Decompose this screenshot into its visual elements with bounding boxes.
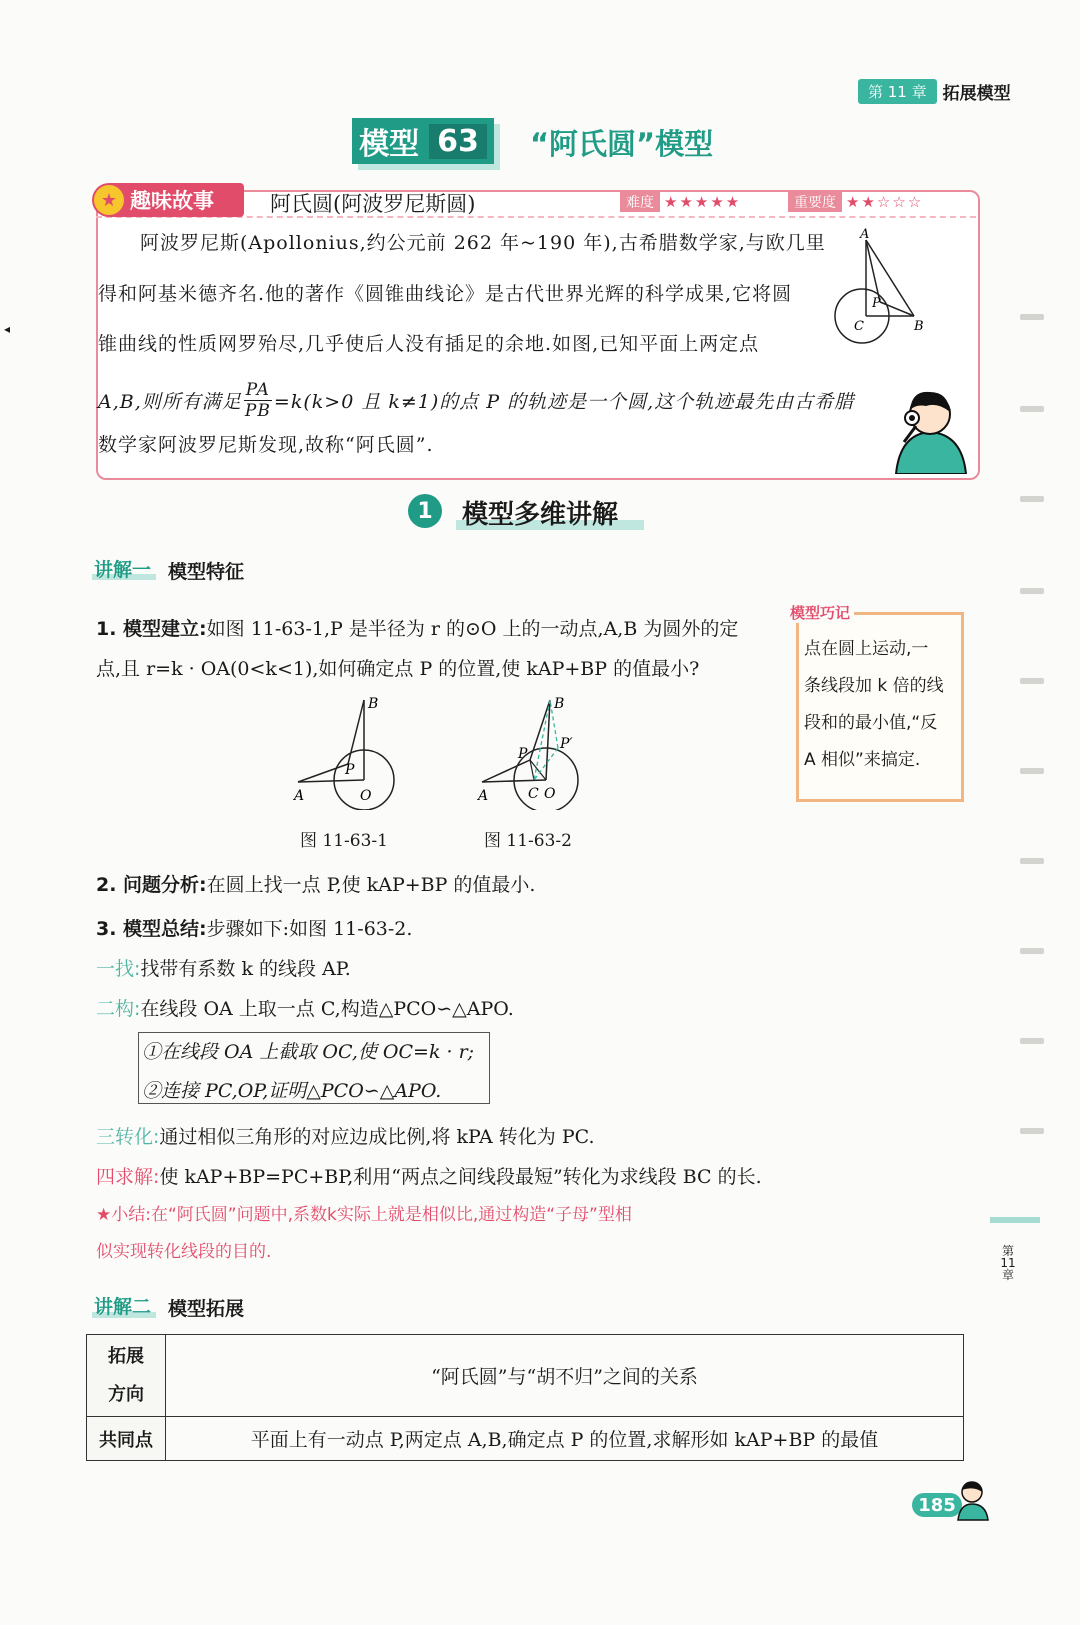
side-tab-marker: [1020, 1038, 1044, 1044]
importance-rating: [788, 192, 923, 212]
step3-line: [96, 1122, 595, 1149]
story-fig-label-b: B: [914, 319, 924, 334]
fig1-label-p: P: [345, 762, 355, 778]
difficulty-label: 难度: [620, 192, 660, 212]
fig2-caption: 图 11-63-2: [484, 831, 572, 851]
difficulty-stars: ★★★★★: [664, 193, 742, 211]
step4-text: 使 kAP+BP=PC+BP,利用“两点之间线段最短”转化为求线段 BC 的长.: [159, 1166, 762, 1188]
part1-tag: 讲解一: [94, 559, 152, 581]
item3-text: 步骤如下:如图 11-63-2.: [206, 918, 413, 940]
fig1-label-b: B: [368, 696, 379, 712]
chapter-tag: [858, 79, 1011, 104]
model-badge-label: 模型: [359, 127, 420, 162]
tip-line-4: A 相似”来搞定.: [804, 750, 921, 770]
tip-line-1: 点在圆上运动,一: [804, 639, 929, 659]
item1-line1: [96, 614, 738, 641]
fraction-denominator: PB: [244, 401, 271, 421]
step2-sub-1: ①在线段 OA 上截取 OC,使 OC=k · r;: [142, 1041, 475, 1063]
side-tab-marker: [1020, 588, 1044, 594]
step1-line: [96, 954, 351, 981]
tip-line-2: 条线段加 k 倍的线: [804, 676, 944, 696]
story-fig-label-p: P: [872, 296, 881, 311]
fraction-pa-pb: [244, 380, 272, 421]
table-head-line: 拓展: [108, 1345, 144, 1367]
story-line-4: [98, 380, 854, 421]
model-number: 63: [429, 124, 487, 159]
fig2-label-p: P: [518, 746, 528, 762]
importance-stars: ★★☆☆☆: [846, 193, 924, 211]
story-line-5: 数学家阿波罗尼斯发现,故称“阿氏圆”.: [98, 434, 434, 456]
section-number: 1: [408, 494, 442, 528]
item2-label: 2. 问题分析:: [96, 874, 207, 896]
table-value-cell: 平面上有一动点 P,两定点 A,B,确定点 P 的位置,求解形如 kAP+BP 的最值: [166, 1417, 964, 1461]
step3-label: 三转化:: [96, 1126, 160, 1148]
figure-11-63-2: [474, 690, 604, 810]
side-tab-marker: [1020, 768, 1044, 774]
summary-line-1: ★小结:在“阿氏圆”问题中,系数k实际上就是相似比,通过构造“子母”型相: [96, 1205, 632, 1225]
fig2-label-a: A: [478, 788, 489, 804]
step2-text: 在线段 OA 上取一点 C,构造△PCO∽△APO.: [140, 998, 514, 1020]
importance-label: 重要度: [788, 192, 842, 212]
cartoon-person-illustration: [890, 382, 972, 474]
step2-label: 二构:: [96, 998, 141, 1020]
item2-text: 在圆上找一点 P,使 kAP+BP 的值最小.: [206, 874, 536, 896]
story-figure: [830, 224, 930, 344]
chapter-side-char: 第: [1001, 1244, 1014, 1258]
current-chapter-bar: [990, 1217, 1040, 1223]
section-title: 模型多维讲解: [462, 500, 619, 530]
story-line-1: 阿波罗尼斯(Apollonius,约公元前 262 年~190 年),古希腊数学家,与欧几里: [140, 232, 826, 254]
star-icon: ★: [94, 185, 124, 215]
fraction-numerator: PA: [245, 380, 270, 400]
chapter-side-char: 11: [1000, 1256, 1016, 1270]
tip-title: 模型巧记: [790, 602, 854, 623]
chapter-side-char: 章: [1001, 1268, 1014, 1282]
story-line-4-post: =k(k>0 且 k≠1)的点 P 的轨迹是一个圆,这个轨迹最先由古希腊: [273, 391, 855, 413]
fig1-label-a: A: [294, 788, 305, 804]
item1-text1: 如图 11-63-1,P 是半径为 r 的⊙O 上的一动点,A,B 为圆外的定: [206, 618, 739, 640]
story-line-4-pre: A,B,则所有满足: [98, 391, 242, 413]
item2-line: [96, 870, 535, 897]
step3-text: 通过相似三角形的对应边成比例,将 kPA 转化为 PC.: [159, 1126, 595, 1148]
side-tab-marker: [1020, 314, 1044, 320]
fig2-label-c: C: [528, 786, 539, 802]
fig2-label-p-prime: P′: [560, 736, 573, 752]
step2-line: [96, 994, 514, 1021]
page-number: 185: [912, 1493, 962, 1517]
fig1-label-o: O: [360, 788, 372, 804]
table-head-line: 方向: [108, 1383, 144, 1405]
side-tab-marker: [1020, 406, 1044, 412]
part2-tag: 讲解二: [94, 1296, 152, 1318]
story-tag-label: 趣味故事: [130, 189, 214, 213]
story-fig-label-c: C: [854, 319, 864, 334]
table-value-cell: “阿氏圆”与“胡不归”之间的关系: [166, 1335, 964, 1417]
chapter-label: 第 11 章: [858, 79, 937, 104]
page-title: “阿氏圆”模型: [530, 127, 714, 161]
extension-table: [86, 1334, 964, 1461]
fig1-caption: 图 11-63-1: [300, 831, 388, 851]
item3-label: 3. 模型总结:: [96, 918, 207, 940]
chapter-side-label: [1000, 1245, 1016, 1281]
story-line-2: 得和阿基米德齐名.他的著作《圆锥曲线论》是古代世界光辉的科学成果,它将圆: [98, 283, 793, 305]
step4-label: 四求解:: [96, 1166, 160, 1188]
table-row: [87, 1335, 964, 1417]
story-subtitle: 阿氏圆(阿波罗尼斯圆): [270, 192, 476, 216]
part2-title: 模型拓展: [168, 1298, 245, 1320]
table-row: [87, 1417, 964, 1461]
side-tab-marker: [1020, 678, 1044, 684]
item1-line2: 点,且 r=k · OA(0<k<1),如何确定点 P 的位置,使 kAP+BP 的值最小?: [96, 658, 700, 680]
summary-line-2: 似实现转化线段的目的.: [96, 1242, 272, 1262]
item3-line: [96, 914, 412, 941]
step4-line: [96, 1162, 762, 1189]
side-tab-marker: [1020, 1128, 1044, 1134]
step1-text: 找带有系数 k 的线段 AP.: [140, 958, 351, 980]
side-tab-marker: [1020, 496, 1044, 502]
part1-title: 模型特征: [168, 561, 245, 583]
step2-sub-2: ②连接 PC,OP,证明△PCO∽△APO.: [142, 1080, 442, 1102]
step1-label: 一找:: [96, 958, 141, 980]
left-margin-marker-icon: ◂: [4, 322, 11, 336]
fig2-label-b: B: [554, 696, 565, 712]
difficulty-rating: [620, 192, 741, 212]
figure-11-63-1: [288, 690, 408, 810]
story-fig-label-a: A: [860, 227, 870, 242]
page-mascot-icon: [952, 1478, 996, 1522]
table-head-cell: 共同点: [87, 1417, 166, 1461]
side-tab-marker: [1020, 948, 1044, 954]
fig2-label-o: O: [544, 786, 556, 802]
side-tab-marker: [1020, 858, 1044, 864]
chapter-name: 拓展模型: [942, 84, 1011, 104]
story-tag: [92, 183, 244, 217]
tip-line-3: 段和的最小值,“反: [804, 713, 938, 733]
model-badge: [352, 118, 494, 164]
story-line-3: 锥曲线的性质网罗殆尽,几乎使后人没有插足的余地.如图,已知平面上两定点: [98, 333, 760, 355]
item1-label: 1. 模型建立:: [96, 618, 207, 640]
table-head-cell: [87, 1335, 166, 1417]
